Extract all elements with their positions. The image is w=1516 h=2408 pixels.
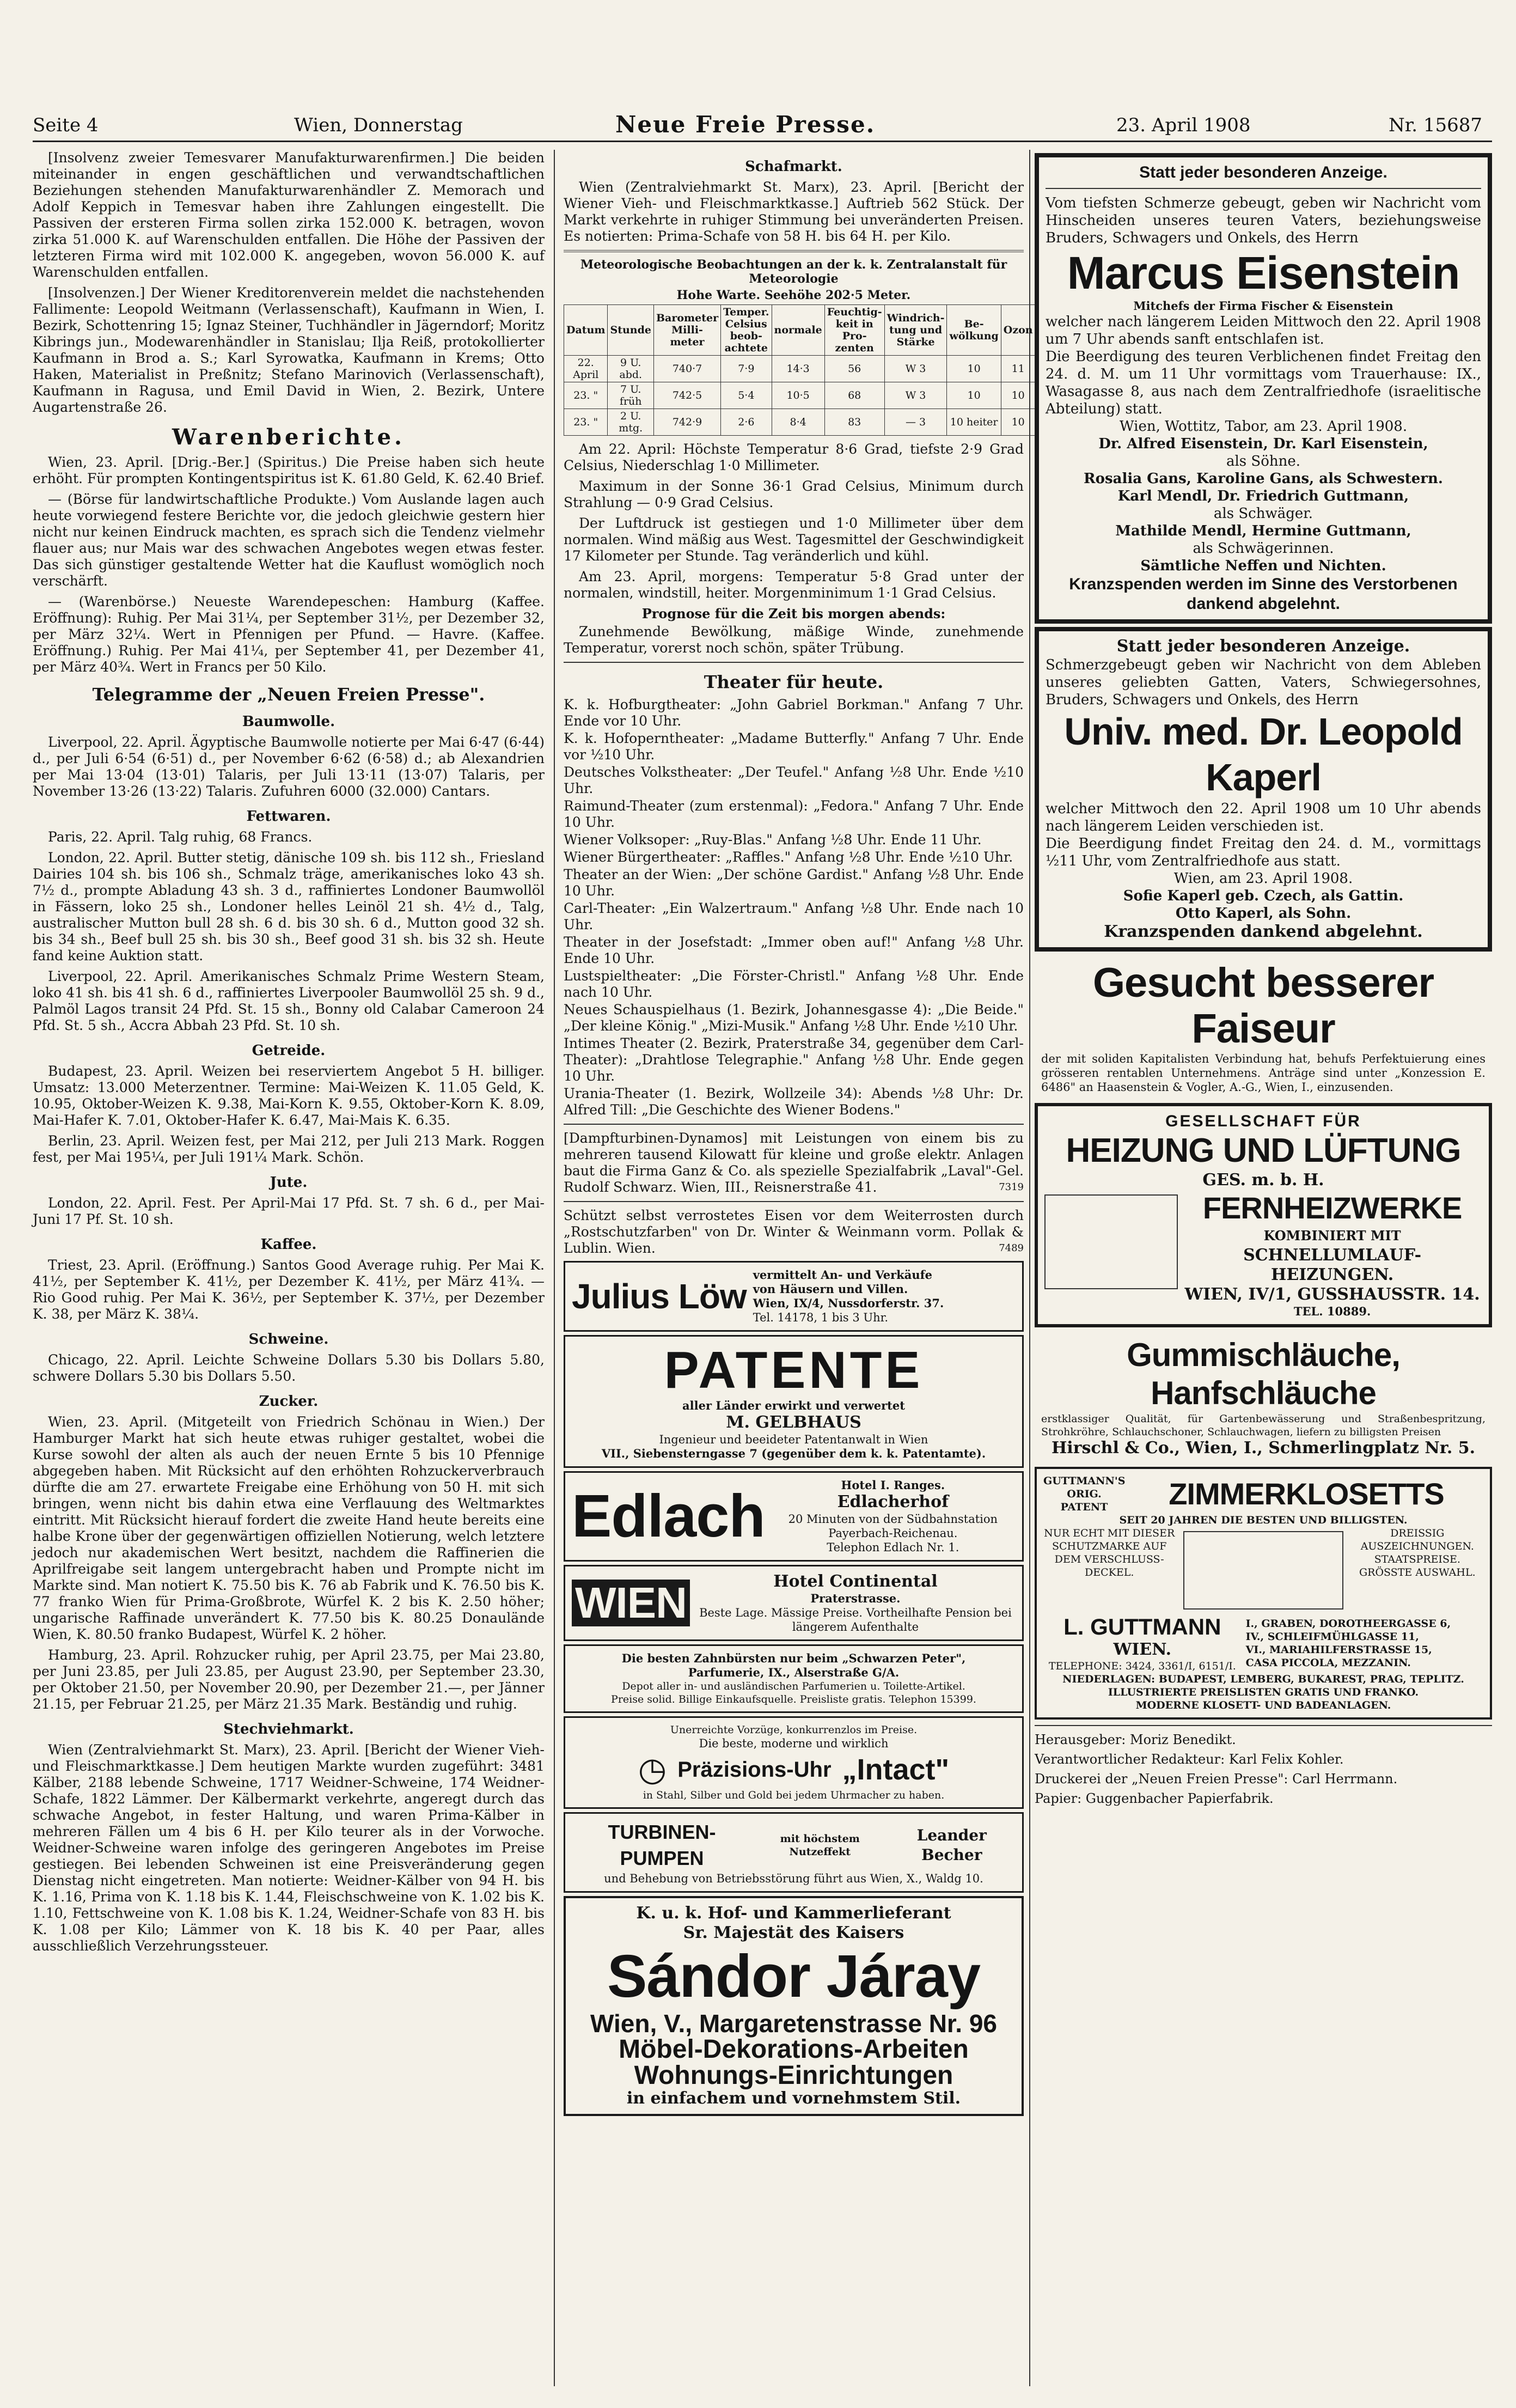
weather-column-header: normale [772, 305, 824, 356]
ad-gummi [1035, 1331, 1492, 1464]
ad-line: von Häusern und Villen. [753, 1282, 908, 1296]
ad-line: in einfachem und vornehmstem Stil. [626, 2089, 961, 2108]
forecast-text: Zunehmende Bewölkung, mäßige Winde, zunehmende Temperatur, vorerst noch schön, später Trübung. [564, 624, 1024, 656]
article-paragraph: — (Warenbörse.) Neueste Warendepeschen: Hamburg (Kaffee. Eröffnung): Ruhig. Per Mai 31¼, per September 31½, per Dezember 32, per März 32¼. Wert in Pfennigen per Pfund. — Havre. (Kaffee. Eröffnung.) Ruhig. Per Mai 41¼, per September 41, per Dezember 41, per März 40¾. Wert in Francs per 50 Kilo. [33, 594, 545, 675]
column-economy [33, 150, 545, 2386]
imprint-line: Verantwortlicher Redakteur: Karl Felix Kohler. [1035, 1752, 1344, 1767]
ad-intact-product: Präzisions-Uhr [677, 1758, 832, 1782]
weather-cell: 14·3 [772, 356, 824, 382]
ad-line: VI., MARIAHILFERSTRASSE 15, [1245, 1644, 1432, 1656]
obituary-text: Vom tiefsten Schmerze gebeugt, geben wir Nachricht vom Hinscheiden unseres teuren Vaters, beziehungsweise Bruders, Schwagers und Onkels, des Herrn [1046, 195, 1481, 246]
notice-rust: Schützt selbst verrostetes Eisen vor dem Weiterrosten durch „Rostschutzfarben" von Dr. Winter & Weinmann vorm. Pollak & Lublin. Wien. [564, 1208, 1024, 1256]
weather-cell: 7 U. früh [608, 382, 654, 409]
subheading: Zucker. [259, 1393, 319, 1410]
theater-entry: Wiener Volksoper: „Ruy-Blas." Anfang ½8 Uhr. Ende 11 Uhr. [564, 832, 982, 848]
ad-line: GESELLSCHAFT FÜR [1165, 1112, 1361, 1130]
weather-cell: 740·7 [653, 356, 720, 382]
column-ads [1035, 150, 1492, 2386]
theater-entry: Theater an der Wien: „Der schöne Gardist." Anfang ½8 Uhr. Ende 10 Uhr. [564, 867, 1024, 899]
ad-line: Wohnungs-Einrichtungen [634, 2061, 953, 2090]
weather-text: Maximum in der Sonne 36·1 Grad Celsius, Minimum durch Strahlung — 0·9 Grad Celsius. [564, 478, 1024, 510]
ad-line: TELEPHONE: 3424, 3361/I, 6151/I. [1048, 1660, 1236, 1672]
radiator-illustration [1044, 1194, 1178, 1289]
issue-date: 23. April 1908 [1116, 114, 1251, 136]
ad-turbinen-name: Leander Becher [916, 1826, 987, 1864]
weather-cell: 10 [947, 382, 1001, 409]
ad-faiseur-title: Gesucht besserer Faiseur [1092, 960, 1434, 1052]
weather-title: Meteorologische Beobachtungen an der k. k. Zentralanstalt für Meteorologie [580, 258, 1007, 286]
weather-row [564, 382, 1036, 409]
ad-edlach-title: Edlach [572, 1483, 765, 1550]
weather-cell: 9 U. abd. [608, 356, 654, 382]
weather-table [564, 304, 1036, 436]
subheading: Baumwolle. [242, 714, 335, 730]
ad-turbinen [564, 1812, 1024, 1893]
notice-dynamos: [Dampfturbinen-Dynamos] mit Leistungen von einem bis zu mehreren tausend Kilowatt für kleine und große elektr. Anlagen baut die Firma Ganz & Co. als spezielle Spezialfabrik „Laval"-Gel. Rudolf Schwarz. Wien, III., Reisnerstraße 41. [564, 1130, 1024, 1195]
obituary-text: Die Beerdigung des teuren Verblichenen findet Freitag den 24. d. M. um 11 Uhr vormittags vom Trauerhause: IX., Wasagasse 8, aus nach dem Zentralfriedhofe (israelitische Abteilung) statt. [1046, 349, 1481, 417]
ad-jaray-name: Sándor Járay [607, 1943, 980, 2010]
column-rule [1029, 150, 1030, 2386]
ad-line: K. u. k. Hof- und Kammerlieferant [636, 1904, 951, 1923]
section-heading: Telegramme der „Neuen Freien Presse". [92, 684, 485, 705]
divider [564, 250, 1024, 252]
ad-line: SEIT 20 JAHREN DIE BESTEN UND BILLIGSTEN. [1119, 1514, 1408, 1526]
weather-text: Am 23. April, morgens: Temperatur 5·8 Grad unter der normalen, windstill, heiter. Morgenminimum 1·1 Grad Celsius. [564, 569, 1024, 601]
obituary-signature: als Söhne. [1226, 453, 1301, 470]
weather-text: Am 22. April: Höchste Temperatur 8·6 Grad, tiefste 2·9 Grad Celsius, Niederschlag 1·0 Millimeter. [564, 441, 1024, 473]
weather-cell: 5·4 [721, 382, 772, 409]
weather-cell: 22. April [564, 356, 608, 382]
divider [564, 662, 1024, 663]
obituary-signature: Otto Kaperl, als Sohn. [1175, 905, 1352, 922]
ad-line: FERNHEIZWERKE [1202, 1191, 1462, 1225]
obituary-signature: als Schwägerinnen. [1193, 540, 1334, 557]
weather-cell: 23. " [564, 382, 608, 409]
ad-gummi-text: erstklassiger Qualität, für Gartenbewässerung und Straßenbespritzung, Strohkröhre, Schlauchschoner, Schlauchwagen, liefern zu billigsten Preisen [1041, 1413, 1486, 1438]
obituary-text: Die Beerdigung findet Freitag den 24. d. M., vormittags ½11 Uhr, vom Zentralfriedhofe aus statt. [1046, 836, 1481, 869]
theater-list [564, 697, 1024, 1118]
article-paragraph: Liverpool, 22. April. Amerikanisches Schmalz Prime Western Steam, loko 41 sh. bis 41 sh. 6 d., raffiniertes Liverpooler Baumwollöl 25 sh. 9 d., Palmöl Lagos transit 24 Pfd. St. 15 sh., Bonny old Calabar Cameroon 24 Pfd. St. 5 sh., Accra Abbah 23 Pfd. St. 10 sh. [33, 968, 545, 1033]
article-paragraph: — (Börse für landwirtschaftliche Produkte.) Vom Auslande lagen auch heute vorwiegend festere Berichte vor, die jedoch gleichwie gestern hier nicht nur keinen Eindruck machten, es sprach sich die Tendenz vielmehr flauer aus; nur Mais war des schwachen Angebotes wegen etwas fester. Das sich günstiger gestaltende Wetter hat die Kauflust womöglich noch verschärft. [33, 491, 545, 589]
obituary-eisenstein [1035, 153, 1492, 624]
ad-line: KOMBINIERT MIT [1263, 1228, 1401, 1243]
ad-patente [564, 1335, 1024, 1468]
ad-wien-title: WIEN [572, 1580, 690, 1626]
ad-hotel-continental [564, 1565, 1024, 1641]
column-rule [554, 150, 555, 2386]
article-paragraph: Liverpool, 22. April. Ägyptische Baumwolle notierte per Mai 6·47 (6·44) d., per Juli 6·54 (6·51) d., per November 6·62 (6·58) d.; ab Alexandrien per Mai 13·04 (13·01) Talaris, per Juli 13·11 (13·07) Talaris, per November 13·26 (13·22) Talaris. Zufuhren 6000 (32.000) Cantars. [33, 734, 545, 799]
ad-line: GES. m. b. H. [1202, 1171, 1324, 1190]
ad-line: ILLUSTRIERTE PREISLISTEN GRATIS UND FRANKO. [1108, 1686, 1419, 1698]
ad-line: Hotel I. Ranges. [841, 1478, 945, 1492]
ad-line: Depot aller in- und ausländischen Parfumerien u. Toilette-Artikel. [622, 1680, 965, 1692]
ad-line: DREISSIG AUSZEICHNUNGEN. STAATSPREISE. GRÖSSTE AUSWAHL. [1359, 1527, 1476, 1578]
subheading: Jute. [270, 1174, 308, 1191]
ad-line: CASA PICCOLA, MEZZANIN. [1245, 1657, 1411, 1669]
ad-heizung [1035, 1103, 1492, 1327]
obituary-signature: Sofie Kaperl geb. Czech, als Gattin. [1123, 888, 1404, 904]
obituary-place-date: Wien, Wottitz, Tabor, am 23. April 1908. [1119, 418, 1408, 435]
theater-entry: Neues Schauspielhaus (1. Bezirk, Johannesgasse 4): „Die Beide." „Der kleine König." „Mizi-Musik." Anfang ½8 Uhr. Ende ½10 Uhr. [564, 1002, 1024, 1034]
ad-guttmann-name: L. GUTTMANN [1063, 1614, 1221, 1639]
ad-line: Unerreichte Vorzüge, konkurrenzlos im Preise. [670, 1724, 918, 1736]
ad-faiseur [1035, 955, 1492, 1100]
ad-line: Tel. 14178, 1 bis 3 Uhr. [753, 1311, 889, 1324]
ad-line: I., GRABEN, DOROTHEERGASSE 6, [1245, 1618, 1451, 1630]
theater-entry: K. k. Hofburgtheater: „John Gabriel Borkman." Anfang 7 Uhr. Ende vor 10 Uhr. [564, 697, 1024, 729]
ad-heizung-title: HEIZUNG UND LÜFTUNG [1066, 1132, 1461, 1169]
ad-line: Payerbach-Reichenau. [828, 1527, 958, 1540]
column-middle [564, 150, 1033, 2386]
obituary-subtitle: Mitchefs der Firma Fischer & Eisenstein [1133, 299, 1393, 313]
forecast-title: Prognose für die Zeit bis morgen abends: [641, 606, 946, 621]
ad-line: SCHNELLUMLAUF-HEIZUNGEN. [1243, 1246, 1422, 1284]
weather-cell: W 3 [884, 356, 947, 382]
imprint-line: Herausgeber: Moriz Benedikt. [1035, 1732, 1236, 1747]
masthead [33, 111, 1492, 147]
ad-julius-loew [564, 1261, 1024, 1332]
ad-line: NIEDERLAGEN: BUDAPEST, LEMBERG, BUKAREST, PRAG, TEPLITZ. [1062, 1673, 1464, 1685]
article-paragraph: Chicago, 22. April. Leichte Schweine Dollars 5.30 bis Dollars 5.80, schwere Dollars 5.30 bis Dollars 5.50. [33, 1352, 545, 1384]
article-paragraph: [Insolvenzen.] Der Wiener Kreditorenverein meldet die nachstehenden Fallimente: Leopold Weitmann (Verlassenschaft), Kaufmann in Wien, I. Bezirk, Schottenring 15; Ignaz Steiner, Tuchhändler in Jägerndorf; Moritz Kibrings jun., Modewarenhändler in Stanislau; Ilja Reiß, protokollierter Kaufmann in Brod a. S.; Karl Syrowatka, Kaufmann in Krems; Otto Haken, Materialist in Preßnitz; Stefano Marinovich (Verlassenschaft), Kaufmann in Ragusa, und Emil David in Wien, 2. Bezirk, Untere Augartenstraße 26. [33, 285, 545, 415]
ad-line: in Stahl, Silber und Gold bei jedem Uhrmacher zu haben. [643, 1789, 945, 1801]
ad-line: VII., Siebensterngasse 7 (gegenüber dem k. k. Patentamte). [601, 1447, 986, 1460]
weather-row [564, 356, 1036, 382]
theater-entry: Theater in der Josefstadt: „Immer oben auf!" Anfang ½8 Uhr. Ende 10 Uhr. [564, 934, 1024, 966]
weather-cell: 83 [824, 409, 884, 436]
ad-patente-name: M. GELBHAUS [726, 1413, 861, 1432]
theater-entry: Raimund-Theater (zum erstenmal): „Fedora." Anfang 7 Uhr. Ende 10 Uhr. [564, 798, 1024, 830]
article-paragraph: London, 22. April. Butter stetig, dänische 109 sh. bis 112 sh., Friesland Dairies 104 sh. bis 106 sh., Schmalz träge, amerikanisches loko 43 sh. 7½ d., prompte Abladung 43 sh. 3 d., raffiniertes Londoner Baumwollöl in Fässern, loko 25 sh., Londoner helles Leinöl 21 sh. 4½ d., Talg, australischer Mutton bull 28 sh. 6 d. bis 30 sh. 6 d., Mutton good 32 sh. bis 34 sh., Beef bull 25 sh. bis 30 sh., Beef good 31 sh. bis 32 sh. Heute fand keine Auktion statt. [33, 850, 545, 964]
obituary-signature: als Schwäger. [1213, 505, 1313, 522]
weather-cell: 742·9 [653, 409, 720, 436]
obituary-text: Schmerzgebeugt geben wir Nachricht von dem Ableben unseres geliebten Gatten, Vaters, Schwiegersohnes, Bruders, Schwagers und Onkels, des Herrn [1046, 657, 1481, 708]
ad-faiseur-text: der mit soliden Kapitalisten Verbindung hat, behufs Perfektuierung eines grösseren rentablen Unternehmens. Anträge sind unter „Konzession E. 6486" an Haasenstein & Vogler, A.-G., Wien, I., einzusenden. [1041, 1052, 1486, 1094]
obituary-signature: Sämtliche Neffen und Nichten. [1140, 558, 1386, 574]
weather-column-header: Temper. Celsius beob-achtete [721, 305, 772, 356]
weather-column-header: Windrich-tung und Stärke [884, 305, 947, 356]
ad-line: IV., SCHLEIFMÜHLGASSE 11, [1245, 1631, 1419, 1643]
ad-number: 7319 [999, 1181, 1024, 1193]
issue-number: Nr. 15687 [1389, 114, 1483, 136]
weather-cell: 68 [824, 382, 884, 409]
ad-line: Sr. Majestät des Kaisers [683, 1923, 904, 1942]
obituary-signature: Mathilde Mendl, Hermine Guttmann, [1115, 523, 1411, 539]
ad-gummi-title: Gummischläuche, Hanfschläuche [1127, 1337, 1400, 1411]
weather-text: Der Luftdruck ist gestiegen und 1·0 Millimeter über dem normalen. Wind mäßig aus West. Tagesmittel der Geschwindigkeit 17 Kilometer per Stunde. Tag veränderlich und kühl. [564, 515, 1024, 564]
weather-cell: 10 [1001, 382, 1035, 409]
article-paragraph: Wien, 23. April. [Drig.-Ber.] (Spiritus.) Die Preise haben sich heute erhöht. Für prompten Kontingentspiritus ist K. 61.80 Geld, K. 62.40 Brief. [33, 454, 545, 486]
divider [564, 1201, 1024, 1202]
ad-intact-watch [564, 1716, 1024, 1809]
theater-entry: Wiener Bürgertheater: „Raffles." Anfang ½8 Uhr. Ende ½10 Uhr. [564, 849, 1013, 865]
article-paragraph: Hamburg, 23. April. Rohzucker ruhig, per April 23.75, per Mai 23.80, per Juni 23.85, per Juli 23.85, per August 23.90, per September 23.30, per Oktober 21.50, per November 20.90, per Dezember 21.—, per Jänner 21.15, per Februar 21.25, per März 21.35 Mark. Beständig und ruhig. [33, 1647, 545, 1712]
weather-column-header: Ozon [1001, 305, 1035, 356]
subheading: Schafmarkt. [745, 158, 842, 175]
subheading: Fettwaren. [246, 808, 331, 825]
obituary-kaperl [1035, 627, 1492, 952]
obituary-footer: Kranzspenden werden im Sinne des Verstorbenen dankend abgelehnt. [1069, 575, 1458, 613]
obituary-signature: Karl Mendl, Dr. Friedrich Guttmann, [1117, 488, 1409, 504]
weather-column-header: Be-wölkung [947, 305, 1001, 356]
subheading: Schweine. [248, 1331, 329, 1348]
watch-icon: ◷ [638, 1751, 667, 1789]
ad-jaray-address: Wien, V., Margaretenstrasse Nr. 96 [590, 2009, 998, 2038]
weather-cell: 8·4 [772, 409, 824, 436]
imprint-line: Papier: Guggenbacher Papierfabrik. [1035, 1791, 1274, 1806]
ad-line: Parfumerie, IX., Alserstraße G/A. [688, 1666, 900, 1679]
ad-sandor-jaray [564, 1896, 1024, 2116]
ad-line: NUR ECHT MIT DIESER SCHUTZMARKE AUF DEM VERSCHLUSS-DECKEL. [1044, 1527, 1175, 1578]
ad-line: vermittelt An- und Verkäufe [753, 1268, 932, 1282]
ad-line: Möbel-Dekorations-Arbeiten [619, 2035, 969, 2064]
obituary-footer: Kranzspenden dankend abgelehnt. [1104, 922, 1423, 941]
article-paragraph: Wien (Zentralviehmarkt St. Marx), 23. April. [Bericht der Wiener Vieh- und Fleischmarktkasse.] Auftrieb 562 Stück. Der Markt verkehrte in ruhiger Stimmung bei unveränderten Preisen. Es notierten: Prima-Schafe von 58 H. bis 64 H. per Kilo. [564, 179, 1024, 244]
ad-line: GUTTMANN'S ORIG. PATENT [1043, 1475, 1126, 1513]
ad-heizung-address: WIEN, IV/1, GUSSHAUSSTR. 14. [1184, 1285, 1480, 1304]
ad-line: aller Länder erwirkt und verwertet [682, 1399, 905, 1412]
subheading: Kaffee. [260, 1236, 317, 1253]
article-paragraph: Berlin, 23. April. Weizen fest, per Mai 212, per Juli 213 Mark. Roggen fest, per Mai 195¼, per Juli 191¼ Mark. Schön. [33, 1133, 545, 1165]
imprint [1035, 1732, 1492, 1807]
obituary-name: Marcus Eisenstein [1067, 247, 1460, 298]
ad-continental-name: Hotel Continental [773, 1572, 938, 1591]
weather-cell: 7·9 [721, 356, 772, 382]
article-paragraph: Triest, 23. April. (Eröffnung.) Santos Good Average ruhig. Per Mai K. 41½, per September K. 41½, per Dezember K. 41½, per März 41¾. — Rio Good ruhig. Per Mai K. 36½, per September K. 37½, per Dezember K. 38, per März K. 38¼. [33, 1257, 545, 1322]
obituary-text: welcher Mittwoch den 22. April 1908 um 10 Uhr abends nach längerem Leiden verschieden ist. [1046, 801, 1481, 834]
section-heading: Theater für heute. [704, 672, 884, 692]
subheading: Getreide. [252, 1043, 326, 1059]
ad-line: MODERNE KLOSETT- UND BADEANLAGEN. [1135, 1699, 1391, 1711]
notice-text [564, 1130, 1024, 1196]
notice-text [564, 1208, 1024, 1257]
ad-patente-title: PATENTE [664, 1341, 924, 1399]
ad-line: Die besten Zahnbürsten nur beim „Schwarzen Peter", [621, 1651, 966, 1665]
weather-column-header: Feuchtig-keit in Pro-zenten [824, 305, 884, 356]
divider [564, 1124, 1024, 1125]
weather-cell: 2·6 [721, 409, 772, 436]
divider [1035, 1725, 1492, 1726]
obituary-name: Univ. med. Dr. Leopold Kaperl [1064, 710, 1463, 798]
theater-entry: Intimes Theater (2. Bezirk, Praterstraße 34, gegenüber dem Carl-Theater): „Drahtlose Telegraphie." Anfang ½8 Uhr. Ende gegen 10 Uhr. [564, 1035, 1024, 1084]
weather-cell: 11 [1001, 356, 1035, 382]
ad-intact-brand: „Intact" [842, 1753, 950, 1786]
ad-line: und Behebung von Betriebsstörung führt aus Wien, X., Waldg 10. [604, 1872, 983, 1885]
ad-line: WIEN. [1113, 1640, 1172, 1659]
article-paragraph: Wien (Zentralviehmarkt St. Marx), 23. April. [Bericht der Wiener Vieh- und Fleischmarktkasse.] Dem heutigen Markte wurden zugeführt: 3481 Kälber, 2188 lebende Schweine, 1717 Weidner-Schweine, 174 Weidner-Schafe, 1822 Lämmer. Der Kälbermarkt verkehrte, angeregt durch das schwache Angebot, in fester Haltung, und waren Prima-Kälber in mehreren Fällen um 4 bis 6 H. per Kilo teurer als in der Vorwoche. Weidner-Schweine waren infolge des geringeren Angebotes im Preise gestiegen. Bei lebenden Schweinen ist eine Preisveränderung gegen Dienstag nicht eingetreten. Man notierte: Weidner-Kälber von 94 H. bis K. 1.16, Prima von K. 1.18 bis K. 1.44, Fleischschweine von K. 1.02 bis K. 1.10, Fettschweine von K. 1.08 bis K. 1.24, Weidner-Schafe von 83 H. bis K. 1.08 per Kilo; Lämmer von K. 18 bis K. 40 per Paar, alles ausschließlich Verzehrungssteuer. [33, 1742, 545, 1954]
page-number: Seite 4 [33, 114, 99, 136]
weather-column-header: Barometer Milli-meter [653, 305, 720, 356]
weather-cell: 10·5 [772, 382, 824, 409]
theater-entry: K. k. Hofoperntheater: „Madame Butterfly." Anfang 7 Uhr. Ende vor ½10 Uhr. [564, 730, 1024, 763]
ad-guttmann-title: ZIMMERKLOSETTS [1169, 1477, 1444, 1511]
ad-line: Die beste, moderne und wirklich [699, 1737, 889, 1750]
divider [1046, 188, 1481, 189]
weather-cell: 2 U. mtg. [608, 409, 654, 436]
weather-column-header: Datum [564, 305, 608, 356]
ad-line: Beste Lage. Mässige Preise. Vortheilhafte Pension bei längerem Aufenthalte [699, 1606, 1012, 1633]
ad-number: 7489 [999, 1242, 1024, 1254]
ad-line: 20 Minuten von der Südbahnstation [788, 1513, 998, 1526]
ad-line: Telephon Edlach Nr. 1. [827, 1541, 959, 1554]
article-paragraph: Wien, 23. April. (Mitgeteilt von Friedrich Schönau in Wien.) Der Hamburger Markt hat sich heute etwas ruhiger gestaltet, wobei die Kurse sowohl der alten als auch der neuen Ernte 5 bis 10 Pfennige abgegeben haben. Mit Rücksicht auf den erhöhten Rohzuckerverbrauch dürfte die am 27. erwartete Freigabe eine Erhöhung von 50 H. mit sich bringen, wenn nicht bis dahin etwa eine Verflauung des Weltmarktes eintritt. Mit Rücksicht hierauf fordert die zweite Hand heute bereits eine halbe Krone über der gegenwärtigen offiziellen Notierung, welch letztere jedoch nur akademischen Wert besitzt, nachdem die Raffinerien die Aprilfreigabe seit langem untergebracht haben und Prompte nicht im Markte sind. Man notiert K. 75.50 bis K. 76 ab Fabrik und K. 76.50 bis K. 77 franko Wien für Prima-Großbrote, Würfel K. 2 bis K. 2.50 höher; ungarische Raffinade unverändert K. 77.50 bis K. 80.25 Donaulände Wien, K. 80.50 franko Budapest, Würfel K. 2 höher. [33, 1414, 545, 1642]
theater-entry: Lustspieltheater: „Die Förster-Christl." Anfang ½8 Uhr. Ende nach 10 Uhr. [564, 968, 1024, 1000]
place-day: Wien, Donnerstag [294, 114, 463, 136]
obituary-heading: Statt jeder besonderen Anzeige. [1139, 163, 1387, 181]
theater-entry: Urania-Theater (1. Bezirk, Wollzeile 34): Abends ½8 Uhr: Dr. Alfred Till: „Die Geschichte des Wiener Bodens." [564, 1086, 1024, 1118]
weather-cell: 742·5 [653, 382, 720, 409]
weather-column-header: Stunde [608, 305, 654, 356]
ad-line: TEL. 10889. [1293, 1304, 1371, 1318]
ad-turbinen-title: TURBINEN-PUMPEN [608, 1821, 716, 1869]
theater-entry: Carl-Theater: „Ein Walzertraum." Anfang ½8 Uhr. Ende nach 10 Uhr. [564, 900, 1024, 932]
weather-cell: W 3 [884, 382, 947, 409]
article-paragraph: Budapest, 23. April. Weizen bei reserviertem Angebot 5 H. billiger. Umsatz: 13.000 Meterzentner. Termine: Mai-Weizen K. 11.05 Geld, K. 10.95, Oktober-Weizen K. 9.38, Mai-Korn K. 9.55, Oktober-Korn K. 8.09, Mai-Hafer K. 7.01, Oktober-Hafer K. 6.47, Mai-Mais K. 6.35. [33, 1063, 545, 1128]
weather-cell: 10 [1001, 409, 1035, 436]
section-heading: Warenberichte. [172, 424, 405, 450]
weather-cell: 10 [947, 356, 1001, 382]
ad-edlach [564, 1471, 1024, 1562]
ad-guttmann [1035, 1467, 1492, 1720]
ad-line: Praterstrasse. [810, 1592, 901, 1605]
ad-gummi-firm: Hirschl & Co., Wien, I., Schmerlingplatz Nr. 5. [1051, 1438, 1476, 1458]
ad-edlach-hotel: Edlacherhof [837, 1492, 949, 1511]
theater-entry: Deutsches Volkstheater: „Der Teufel." Anfang ½8 Uhr. Ende ½10 Uhr. [564, 764, 1024, 796]
weather-cell: 56 [824, 356, 884, 382]
obituary-heading: Statt jeder besonderen Anzeige. [1116, 637, 1410, 656]
masthead-rule [33, 141, 1492, 142]
weather-cell: 10 heiter [947, 409, 1001, 436]
imprint-line: Druckerei der „Neuen Freien Presse": Carl Herrmann. [1035, 1771, 1398, 1787]
article-paragraph: Paris, 22. April. Talg ruhig, 68 Francs. [48, 829, 313, 845]
ad-julius-name: Julius Löw [572, 1277, 747, 1316]
obituary-text: welcher nach längerem Leiden Mittwoch den 22. April 1908 um 7 Uhr abends sanft entschlafen ist. [1046, 314, 1481, 348]
newspaper-title: Neue Freie Presse. [615, 111, 876, 138]
ad-line: mit höchstem Nutzeffekt [780, 1833, 860, 1858]
weather-cell: — 3 [884, 409, 947, 436]
ad-line: Preise solid. Billige Einkaufsquelle. Preisliste gratis. Telephon 15399. [611, 1693, 976, 1705]
ad-line: Ingenieur und beeideter Patentanwalt in Wien [659, 1433, 928, 1446]
ad-line: Wien, IX/4, Nussdorferstr. 37. [753, 1296, 944, 1310]
article-paragraph: [Insolvenz zweier Temesvarer Manufakturwarenfirmen.] Die beiden miteinander in engen geschäftlichen und verwandtschaftlichen Beziehungen stehenden Manufakturwarenhändler Z. Memorach und Adolf Keppich in Temesvar haben ihre Zahlungen eingestellt. Die Passiven der ersteren Firma sollen zirka 152.000 K. betragen, wovon zirka 51.000 K. auf Warenschulden entfallen. Die Höhe der Passiven der letzteren Firma wird mit 102.000 K. angegeben, wovon 56.000 K. auf Warenschulden entfallen. [33, 150, 545, 280]
weather-subtitle: Hohe Warte. Seehöhe 202·5 Meter. [676, 288, 911, 302]
closet-illustration [1183, 1531, 1344, 1610]
article-paragraph: London, 22. April. Fest. Per April-Mai 17 Pfd. St. 7 sh. 6 d., per Mai-Juni 17 Pf. St. 10 sh. [33, 1195, 545, 1227]
obituary-place-date: Wien, am 23. April 1908. [1173, 870, 1353, 887]
obituary-signature: Dr. Alfred Eisenstein, Dr. Karl Eisenstein, [1098, 436, 1428, 452]
ad-zahnbuersten [564, 1644, 1024, 1713]
weather-row [564, 409, 1036, 436]
weather-cell: 23. " [564, 409, 608, 436]
subheading: Stechviehmarkt. [223, 1721, 354, 1738]
obituary-signature: Rosalia Gans, Karoline Gans, als Schwestern. [1084, 471, 1443, 487]
